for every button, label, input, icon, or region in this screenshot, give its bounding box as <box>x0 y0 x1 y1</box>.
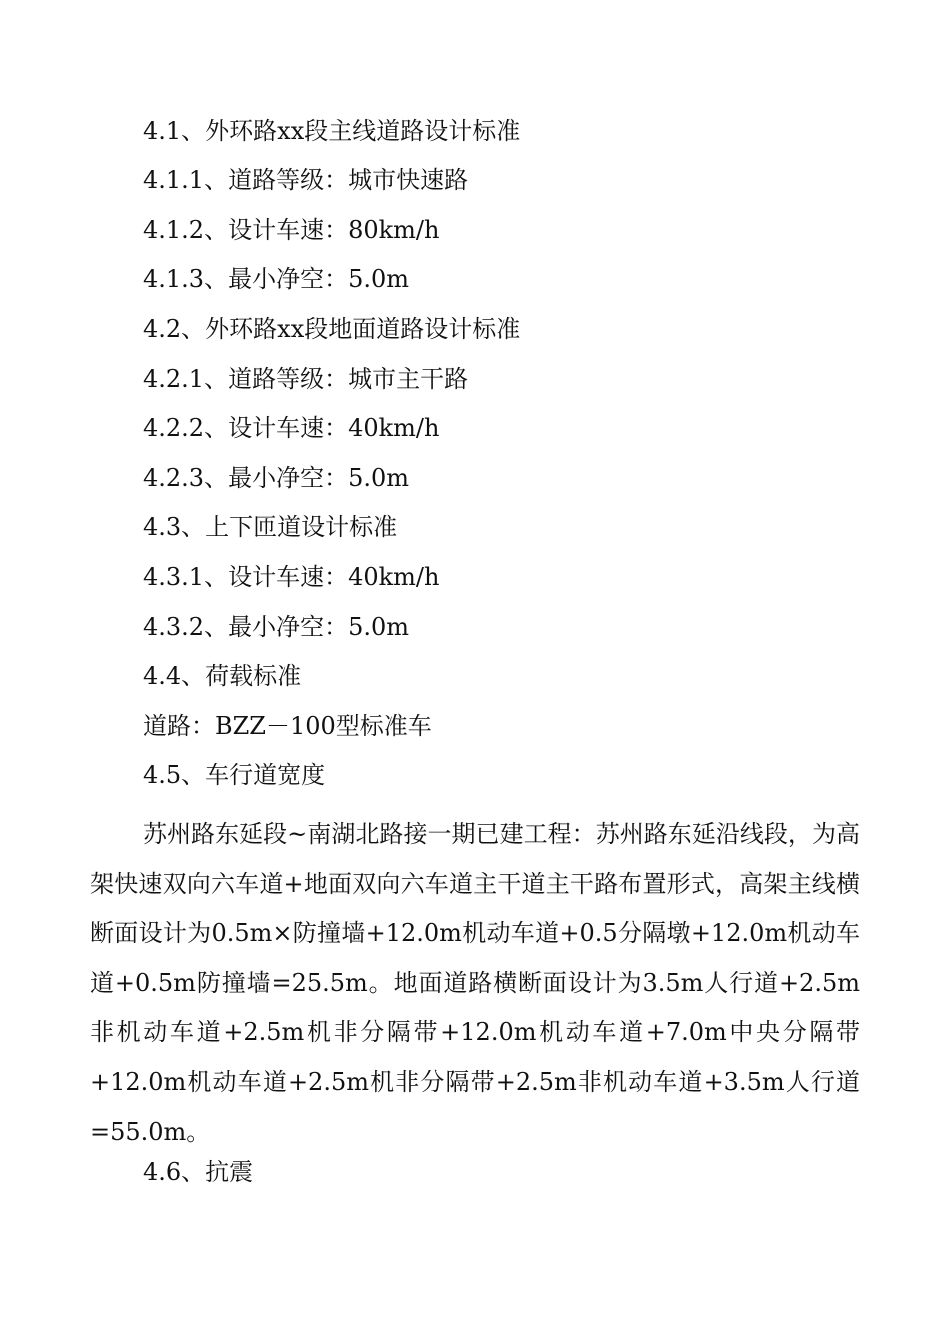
heading-4-3: 4.3、上下匝道设计标准 <box>143 513 398 541</box>
item-4-3-1: 4.3.1、设计车速：40km/h <box>143 563 440 591</box>
heading-4-1: 4.1、外环路xx段主线道路设计标准 <box>143 117 521 145</box>
item-4-1-2: 4.1.2、设计车速：80km/h <box>143 216 440 244</box>
item-4-2-3: 4.2.3、最小净空：5.0m <box>143 464 409 492</box>
item-4-1-3: 4.1.3、最小净空：5.0m <box>143 265 409 293</box>
item-4-1-1: 4.1.1、道路等级：城市快速路 <box>143 166 469 194</box>
item-4-3-2: 4.3.2、最小净空：5.0m <box>143 613 409 641</box>
heading-4-2: 4.2、外环路xx段地面道路设计标准 <box>143 315 521 343</box>
heading-4-6: 4.6、抗震 <box>143 1158 254 1186</box>
load-standard-text: 道路：BZZ－100型标准车 <box>143 712 432 740</box>
lane-width-paragraph: 苏州路东延段~南湖北路接一期已建工程：苏州路东延沿线段，为高架快速双向六车道+地面双向六车道主干道主干路布置形式，高架主线横断面设计为0.5m×防撞墙+12.0m机动车道+0.5分隔墩+12.0m机动车道+0.5m防撞墙=25.5m。地面道路横断面设计为3.5m人行道+2.5m非机动车道+2.5m机非分隔带+12.0m机动车道+7.0m中央分隔带+12.0m机动车道+2.5m机非分隔带+2.5m非机动车道+3.5m人行道=55.0m。 <box>90 820 860 1146</box>
item-4-2-2: 4.2.2、设计车速：40km/h <box>143 414 440 442</box>
heading-4-4: 4.4、荷载标准 <box>143 662 302 690</box>
heading-4-5: 4.5、车行道宽度 <box>143 761 326 789</box>
item-4-2-1: 4.2.1、道路等级：城市主干路 <box>143 365 469 393</box>
